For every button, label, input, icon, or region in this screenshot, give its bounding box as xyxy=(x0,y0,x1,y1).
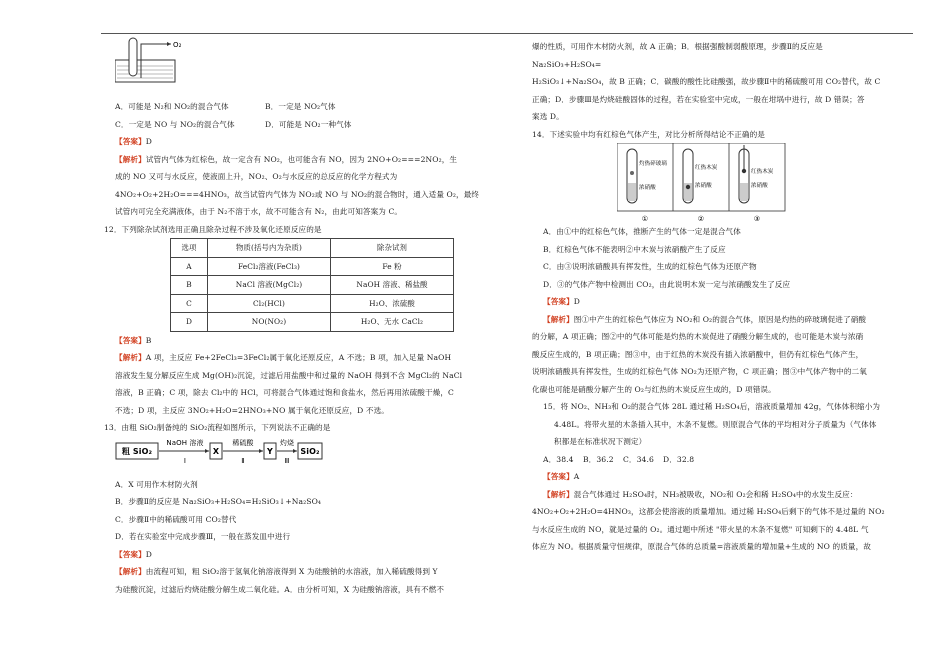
q12-explain-line: 溶液发生复分解反应生成 Mg(OH)₂沉淀，过滤后用盐酸中和过量的 NaOH 得到不含 MgCl₂的 NaCl xyxy=(115,370,463,380)
q11-option-d[interactable]: D．可能是 NO₂一种气体 xyxy=(265,119,352,129)
explain-tag: 【解析】 xyxy=(543,314,574,324)
explain-tag: 【解析】 xyxy=(115,353,146,362)
table-header-cell: 物质(括号内为杂质) xyxy=(208,239,331,258)
answer-tag: 【答案】 xyxy=(115,549,146,559)
q11-explain-line: 成的 NO 又可与水反应，使液面上升，NO₂、O₂与水反应的总反应的化学方程式为 xyxy=(115,172,398,181)
tube3-number: ③ xyxy=(753,215,761,223)
q15-option-a[interactable]: A．38.4 xyxy=(543,454,574,464)
q12-explain-line: 溶液，B 正确；C 项，除去 Cl₂中的 HCl，可将混合气体通过饱和食盐水，然后再用浓硫酸干燥，C xyxy=(115,388,454,397)
table-row xyxy=(171,294,454,313)
q11-explain-line: 4NO₂+O₂+2H₂O===4HNO₃，故当试管内气体为 NO₂或 NO 与 NO₂的混合物时，通入适量 O₂，最终 xyxy=(115,189,480,199)
flow-end: SiO₂ xyxy=(300,446,320,456)
flow-reagent-2: 稀硫酸 xyxy=(232,438,254,447)
table-row xyxy=(171,257,454,276)
answer-value: D xyxy=(145,137,152,146)
q12-stem: 12．下列除杂试剂选用正确且除杂过程不涉及氧化还原反应的是 xyxy=(104,224,322,234)
tube1-label2: 浓硝酸 xyxy=(639,185,656,191)
answer-tag: 【答案】 xyxy=(543,297,574,306)
q13-explain-cont: Na₂SiO₃+H₂SO₄= xyxy=(532,59,602,69)
table-header-cell: 选项 xyxy=(171,239,208,258)
table-row xyxy=(171,276,454,295)
q11-explain-line xyxy=(115,151,490,169)
q13-option-d[interactable]: D．若在实验室中完成步骤Ⅲ，一般在蒸发皿中进行 xyxy=(115,532,291,541)
q14-option-c[interactable]: C．由③说明浓硝酸具有挥发性，生成的红棕色气体为还原产物 xyxy=(543,262,757,271)
q15-option-b[interactable]: B．36.2 xyxy=(583,454,614,464)
tube1-label1: 灼热碎玻璃 xyxy=(639,161,668,167)
table-cell: D xyxy=(171,313,208,332)
tube3-label2: 浓硝酸 xyxy=(751,183,768,189)
q11-option-c[interactable]: C．一定是 NO 与 NO₂的混合气体 xyxy=(115,119,235,129)
table-cell: NO(NO₂) xyxy=(208,313,331,332)
explain-tag: 【解析】 xyxy=(115,567,146,576)
q14-stem: 14．下述实验中均有红棕色气体产生，对比分析所得结论不正确的是 xyxy=(532,129,765,139)
answer-value: B xyxy=(145,335,152,345)
q13-answer xyxy=(115,546,490,564)
explain-tag: 【解析】 xyxy=(543,489,574,499)
q14-explain-line: 化碳也可能是硝酸分解产生的 O₂与红热的木炭反应生成的，D 项错误。 xyxy=(532,384,776,394)
flow-reagent-3: 灼烧 xyxy=(279,438,295,447)
q13-explain-line: 为硅酸沉淀，过滤后灼烧硅酸分解生成二氧化硅。A．由分析可知，X 为硅酸钠溶液，具有不燃不 xyxy=(115,584,445,594)
q13-explain-cont: 正确；D．步骤Ⅲ是灼烧硅酸固体的过程，若在实验室中完成，一般在坩埚中进行，故 D 错误；答 xyxy=(532,94,865,104)
q15-explain-line: 4NO₂+O₂+2H₂O=4HNO₃，这都会使溶液的质量增加。通过稀 H₂SO₄后剩下的气体不是过量的 NO₂ xyxy=(532,507,885,516)
table-cell: H₂O、无水 CaCl₂ xyxy=(331,313,454,332)
o2-label: O₂ xyxy=(173,41,182,49)
flow-x: X xyxy=(212,446,220,456)
q14-option-a[interactable]: A．由①中的红棕色气体，推断产生的气体一定是混合气体 xyxy=(543,227,741,236)
answer-value: D xyxy=(145,549,152,559)
q14-explain-line: 说明浓硝酸具有挥发性，生成的红棕色气体 NO₂为还原产物，C 项正确；图③中气体产物中的二氧 xyxy=(532,367,867,376)
q13-option-a[interactable]: A．X 可用作木材防火剂 xyxy=(115,479,198,489)
answer-tag: 【答案】 xyxy=(115,335,146,345)
table-cell: NaOH 溶液、稀盐酸 xyxy=(331,276,454,295)
q13-explain-cont: H₂SiO₃↓+Na₂SO₄，故 B 正确；C．碳酸的酸性比硅酸强，故步骤Ⅱ中的稀硫酸可用 CO₂替代，故 C xyxy=(532,77,881,86)
q15-explain-line: 与水反应生成的 NO，就是过量的 O₂。通过题中所述 "带火星的木条不复燃" 可知剩下的 4.48L 气 xyxy=(532,524,869,534)
q14-option-b[interactable]: B．红棕色气体不能表明②中木炭与浓硝酸产生了反应 xyxy=(543,244,726,254)
tube2-number: ② xyxy=(697,215,705,223)
q14-figure xyxy=(617,143,910,223)
q15-stem: 4.48L。将带火星的木条插入其中，木条不复燃。则原混合气体的平均相对分子质量为（气体体 xyxy=(554,419,877,429)
table-cell: Cl₂(HCl) xyxy=(208,294,331,313)
q12-answer xyxy=(115,332,490,350)
explain-text: 试管内气体为红棕色，故一定含有 NO₂，也可能含有 NO，因为 2NO+O₂===2NO₂，生 xyxy=(145,154,458,164)
q15-options xyxy=(532,451,910,469)
tube1-number: ① xyxy=(641,215,649,223)
flow-step-2: Ⅱ xyxy=(241,456,245,465)
flow-start: 粗 SiO₂ xyxy=(121,446,153,456)
flow-reagent-1: NaOH 溶液 xyxy=(166,438,204,447)
q13-stem: 13．由粗 SiO₂制备纯的 SiO₂流程如图所示，下列说法不正确的是 xyxy=(104,423,331,432)
q15-explain-line: 体应为 NO。根据质量守恒规律，原混合气体的总质量=溶液质量的增加量+生成的 NO 的质量，故 xyxy=(532,542,871,551)
q11-option-b[interactable]: B．一定是 NO₂气体 xyxy=(265,102,336,111)
q13-explain-line xyxy=(115,563,490,581)
answer-value: D xyxy=(573,297,580,306)
q15-stem: 积都是在标准状况下测定） xyxy=(554,437,647,446)
q15-option-c[interactable]: C．34.6 xyxy=(623,454,654,464)
table-row xyxy=(171,313,454,332)
flow-diagram xyxy=(115,437,345,467)
explain-tag: 【解析】 xyxy=(115,154,146,164)
flow-y: Y xyxy=(267,446,273,456)
tube2-label1: 红热木炭 xyxy=(695,165,718,171)
explain-text: 图①中产生的红棕色气体应为 NO₂和 O₂的混合气体，原因是灼热的碎玻璃促进了硝酸 xyxy=(573,314,867,324)
answer-tag: 【答案】 xyxy=(115,137,146,146)
q11-options-row2 xyxy=(115,116,490,134)
q12-table xyxy=(170,238,454,332)
q13-explain-cont: 案选 D。 xyxy=(532,112,564,121)
q13-explain-cont: 爆的性质，可用作木材防火剂，故 A 正确；B．根据强酸制弱酸原理，步骤Ⅱ的反应是 xyxy=(532,42,823,51)
q15-answer xyxy=(532,468,910,486)
explain-text: 由流程可知，粗 SiO₂溶于氢氧化钠溶液得到 X 为硅酸钠的水溶液，加入稀硫酸得到 Y xyxy=(145,567,438,576)
table-cell: NaCl 溶液(MgCl₂) xyxy=(208,276,331,295)
q14-option-d[interactable]: D．③的气体产物中检测出 CO₂，由此说明木炭一定与浓硝酸发生了反应 xyxy=(543,279,791,289)
table-cell: Fe 粉 xyxy=(331,257,454,276)
test-tubes-figure xyxy=(617,143,787,223)
table-cell: FeCl₂溶液(FeCl₃) xyxy=(208,257,331,276)
q14-explain-line: 酸反应生成的，B 项正确；图③中，由于红热的木炭没有插入浓硝酸中，但仍有红棕色气体产生， xyxy=(532,349,864,359)
q13-option-c[interactable]: C．步骤Ⅱ中的稀硫酸可用 CO₂替代 xyxy=(115,514,237,524)
table-cell: C xyxy=(171,294,208,313)
q13-flowchart xyxy=(115,437,490,467)
table-cell: A xyxy=(171,257,208,276)
table-header-cell: 除杂试剂 xyxy=(331,239,454,258)
q11-figure xyxy=(115,34,490,90)
answer-value: A xyxy=(573,472,580,481)
right-column xyxy=(532,38,910,556)
explain-text: A 项，主反应 Fe+2FeCl₃=3FeCl₂属于氧化还原反应，A 不选；B 项，加入足量 NaOH xyxy=(145,353,452,362)
q12-explain-line xyxy=(115,349,490,367)
tube3-label1: 红热木炭 xyxy=(751,169,774,175)
q15-explain-line xyxy=(532,486,910,504)
q15-stem: 15．将 NO₂、NH₃和 O₂的混合气体 28L 通过稀 H₂SO₄后，溶液质量增加 42g，气体体积缩小为 xyxy=(543,402,881,411)
q12-explain-line: 不选；D 项，主反应 3NO₂+H₂O=2HNO₃+NO 属于氧化还原反应，D 不选。 xyxy=(115,405,389,415)
answer-tag: 【答案】 xyxy=(543,472,574,481)
q11-explain-line: 试管内可完全充满液体，由于 N₂不溶于水，故不可能含有 N₂，由此可知答案为 C。 xyxy=(115,207,403,216)
q14-explain-line xyxy=(532,311,910,329)
flow-step-1: Ⅰ xyxy=(183,456,187,465)
q14-answer xyxy=(532,293,910,311)
trough-apparatus xyxy=(115,34,235,90)
q11-option-a[interactable]: A．可能是 N₂和 NO₂的混合气体 xyxy=(115,102,229,111)
tube2-label2: 浓硝酸 xyxy=(695,183,712,189)
table-header-row xyxy=(171,239,454,258)
q13-option-b[interactable]: B．步骤Ⅱ的反应是 Na₂SiO₃+H₂SO₄=H₂SiO₃↓+Na₂SO₄ xyxy=(115,497,322,506)
q11-options-row1 xyxy=(115,98,490,116)
table-cell: H₂O、浓硫酸 xyxy=(331,294,454,313)
q15-option-d[interactable]: D．32.8 xyxy=(663,454,695,464)
q14-explain-line: 的分解，A 项正确；图②中的气体可能是灼热的木炭促进了硝酸分解生成的，也可能是木炭与浓硝 xyxy=(532,332,864,341)
table-cell: B xyxy=(171,276,208,295)
flow-step-3: Ⅲ xyxy=(284,456,290,465)
explain-text: 混合气体通过 H₂SO₄时，NH₃被吸收，NO₂和 O₂会和稀 H₂SO₄中的水发生反应： xyxy=(573,489,858,499)
q11-answer xyxy=(115,133,490,151)
left-column xyxy=(104,34,490,598)
